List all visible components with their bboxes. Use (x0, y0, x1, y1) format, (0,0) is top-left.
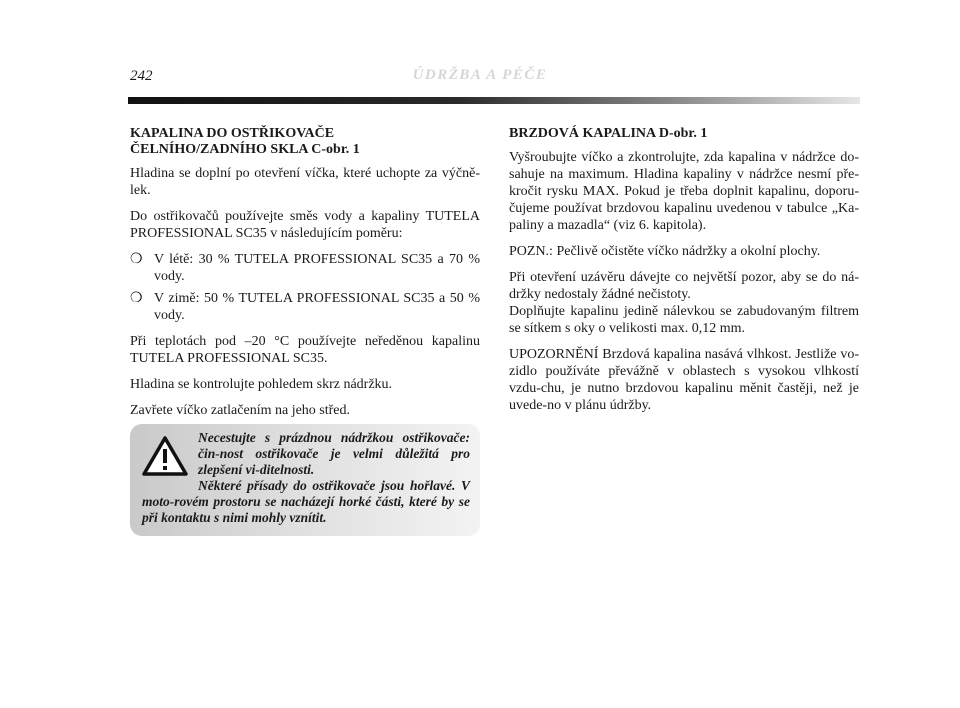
right-column (509, 126, 859, 423)
section-title: ÚDRŽBA A PÉČE (412, 67, 548, 83)
list-item: ❍ V zimě: 50 % TUTELA PROFESSIONAL SC35 a 50 % vody. (130, 291, 480, 323)
warning-text-2: Některé přísady do ostřikovače jsou hořlavé. V moto-rovém prostoru se nacházejí horké části, které by se při kontaktu s nimi mohly vznítit. (142, 478, 470, 525)
page-number: 242 (130, 68, 153, 84)
paragraph: UPOZORNĚNÍ Brzdová kapalina nasává vlhkost. Jestliže vo-zidlo používáte převážně v oblastech s vysokou vlhkostí vzdu-chu, je nutno brzdovou kapalinu měnit častěji, než je uvede-no v plánu údržby. (509, 347, 859, 413)
list-item: ❍ V létě: 30 % TUTELA PROFESSIONAL SC35 a 70 % vody. (130, 252, 480, 284)
washer-fluid-heading: KAPALINA DO OSTŘIKOVAČE ČELNÍHO/ZADNÍHO SKLA C-obr. 1 (130, 126, 360, 157)
header-rule (128, 97, 860, 104)
bullet-circle-icon: ❍ (130, 291, 143, 306)
paragraph: Do ostřikovačů používejte směs vody a kapaliny TUTELA PROFESSIONAL SC35 v následujícím poměru: (130, 209, 480, 241)
paragraph: Při otevření uzávěru dávejte co největší pozor, aby se do ná-držky nedostaly žádné nečistoty. Doplňujte kapalinu jedině nálevkou se zabudovaným filtrem se sítkem s oky o velikosti max. 0,12 mm. (509, 270, 859, 336)
brake-fluid-heading: BRZDOVÁ KAPALINA D-obr. 1 (509, 126, 708, 141)
paragraph: Vyšroubujte víčko a zkontrolujte, zda kapalina v nádržce do-sahuje na maximum. Hladina kapaliny v nádržce nesmí pře-kročit rysku MAX. Pokud je třeba doplnit kapalinu, doporu-čujeme používat brzdovou kapalinu uvedenou v tabulce „Ka-paliny a mazadla“ (viz 6. kapitola). (509, 150, 859, 233)
paragraph: POZN.: Pečlivě očistěte víčko nádržky a okolní plochy. (509, 244, 821, 259)
paragraph: Zavřete víčko zatlačením na jeho střed. (130, 403, 351, 418)
paragraph: Hladina se kontrolujte pohledem skrz nádržku. (130, 377, 393, 392)
paragraph: Při teplotách pod –20 °C používejte neředěnou kapalinu TUTELA PROFESSIONAL SC35. (130, 334, 480, 366)
warning-text-1: Necestujte s prázdnou nádržkou ostřikovače: čin-nost ostřikovače je velmi důležitá pro zlepšení vi-ditelnosti. (198, 430, 470, 477)
bullet-circle-icon: ❍ (130, 252, 143, 267)
left-column (130, 126, 480, 428)
warning-box (130, 424, 480, 536)
paragraph: Hladina se doplní po otevření víčka, které uchopte za výčně-lek. (130, 166, 480, 198)
warning-triangle-icon (142, 436, 188, 476)
